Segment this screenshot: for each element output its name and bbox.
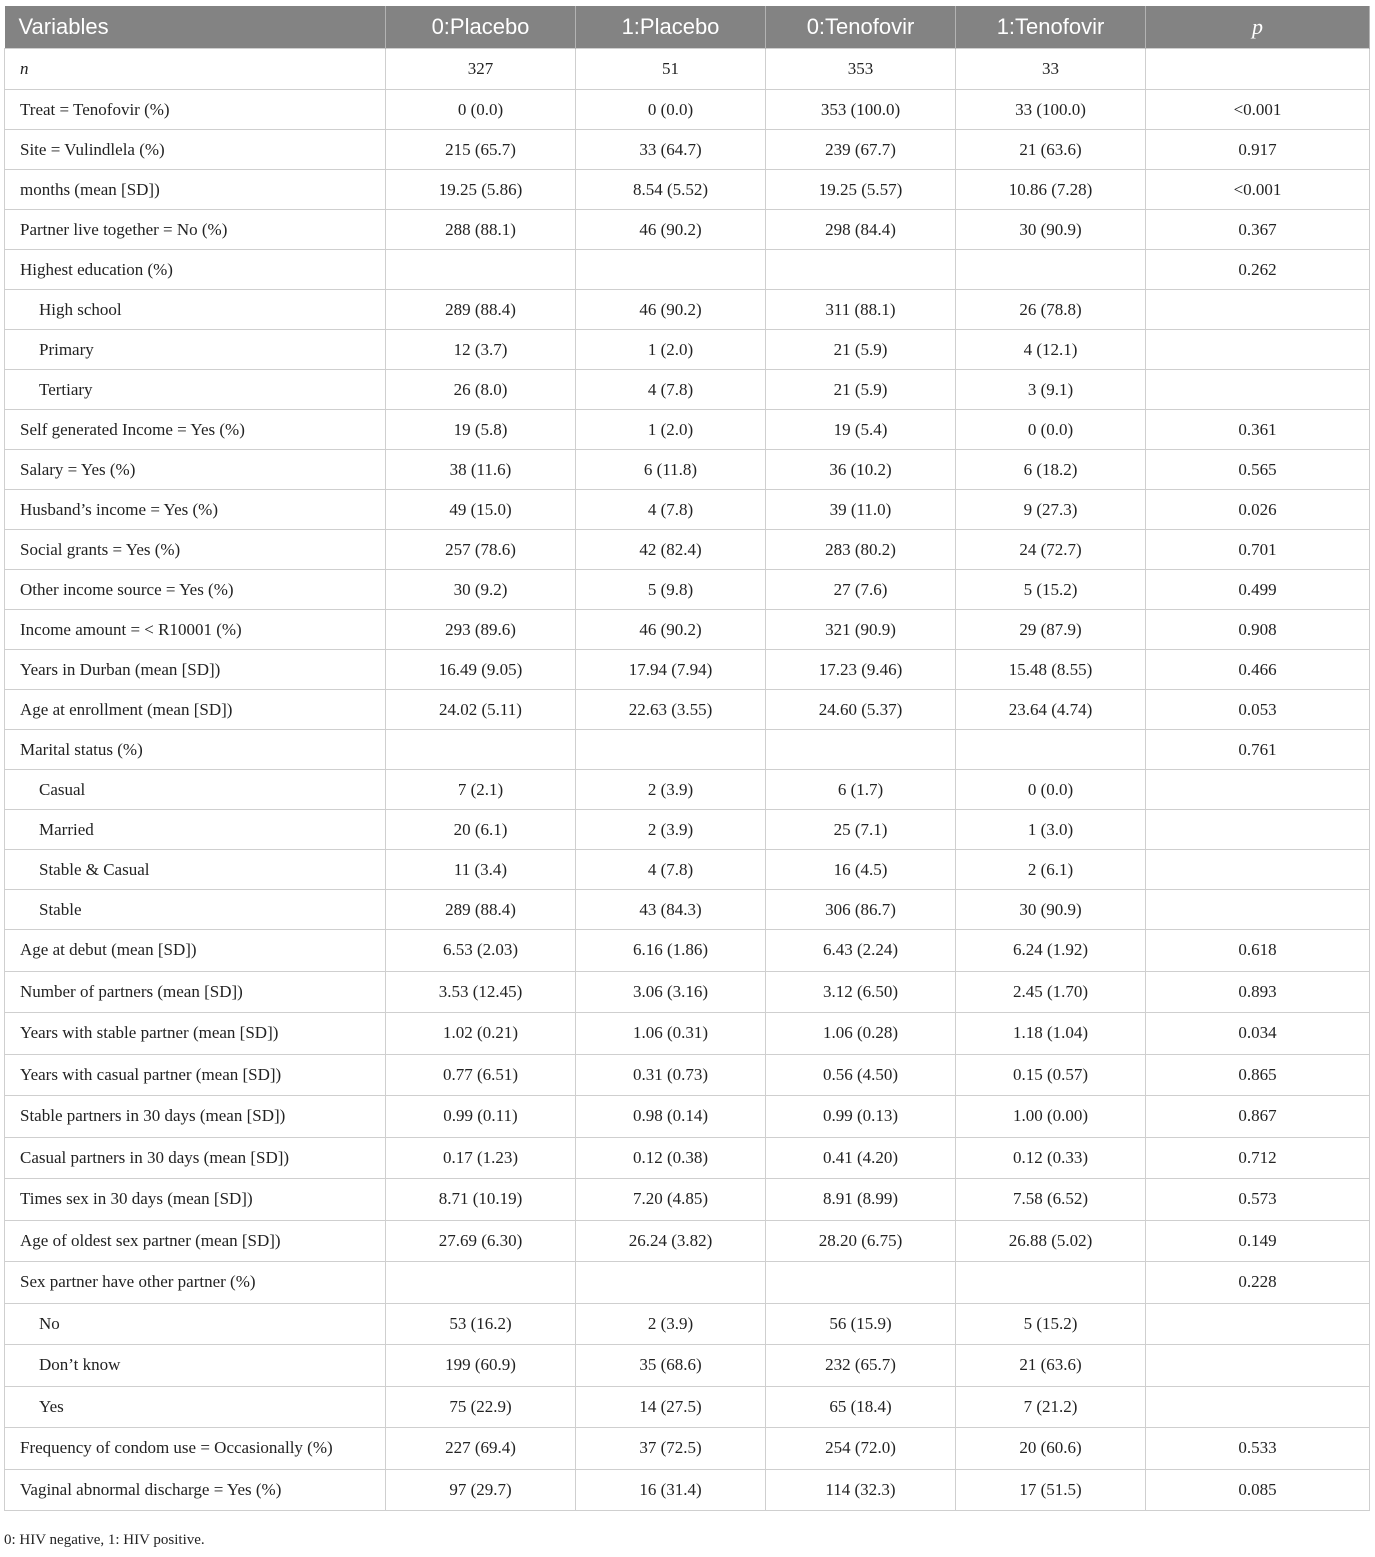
table-row bbox=[5, 650, 1370, 690]
cell-0-tenofovir: 311 (88.1) bbox=[766, 290, 956, 330]
cell-p-value: 0.361 bbox=[1146, 410, 1370, 450]
row-label: n bbox=[5, 49, 386, 90]
cell-1-placebo: 6 (11.8) bbox=[576, 450, 766, 490]
cell-0-placebo: 0.99 (0.11) bbox=[386, 1096, 576, 1138]
row-label: Social grants = Yes (%) bbox=[5, 530, 386, 570]
table-row bbox=[5, 770, 1370, 810]
cell-0-placebo: 19.25 (5.86) bbox=[386, 170, 576, 210]
cell-1-tenofovir: 15.48 (8.55) bbox=[956, 650, 1146, 690]
cell-0-placebo: 53 (16.2) bbox=[386, 1303, 576, 1345]
cell-0-placebo: 289 (88.4) bbox=[386, 290, 576, 330]
row-label: Age at debut (mean [SD]) bbox=[5, 930, 386, 972]
cell-1-tenofovir: 33 (100.0) bbox=[956, 90, 1146, 130]
cell-p-value: 0.262 bbox=[1146, 250, 1370, 290]
row-label: Income amount = < R10001 (%) bbox=[5, 610, 386, 650]
cell-1-placebo: 35 (68.6) bbox=[576, 1345, 766, 1387]
cell-p-value bbox=[1146, 330, 1370, 370]
table-row bbox=[5, 1137, 1370, 1179]
table-row bbox=[5, 1179, 1370, 1221]
cell-1-placebo bbox=[576, 730, 766, 770]
cell-1-placebo: 0.12 (0.38) bbox=[576, 1137, 766, 1179]
cell-p-value: 0.149 bbox=[1146, 1220, 1370, 1262]
cell-0-tenofovir bbox=[766, 1262, 956, 1304]
cell-0-tenofovir: 19 (5.4) bbox=[766, 410, 956, 450]
cell-0-placebo bbox=[386, 730, 576, 770]
table-row bbox=[5, 1013, 1370, 1055]
cell-p-value bbox=[1146, 810, 1370, 850]
cell-1-placebo: 8.54 (5.52) bbox=[576, 170, 766, 210]
cell-1-tenofovir: 4 (12.1) bbox=[956, 330, 1146, 370]
row-label: Casual partners in 30 days (mean [SD]) bbox=[5, 1137, 386, 1179]
table-row bbox=[5, 450, 1370, 490]
row-label: Marital status (%) bbox=[5, 730, 386, 770]
cell-0-placebo: 0 (0.0) bbox=[386, 90, 576, 130]
cell-1-placebo: 2 (3.9) bbox=[576, 810, 766, 850]
data-table bbox=[4, 6, 1370, 1511]
cell-0-tenofovir: 0.99 (0.13) bbox=[766, 1096, 956, 1138]
cell-1-placebo: 16 (31.4) bbox=[576, 1469, 766, 1511]
cell-1-placebo: 22.63 (3.55) bbox=[576, 690, 766, 730]
cell-p-value bbox=[1146, 49, 1370, 90]
row-label: Stable partners in 30 days (mean [SD]) bbox=[5, 1096, 386, 1138]
table-row bbox=[5, 330, 1370, 370]
cell-p-value: 0.893 bbox=[1146, 971, 1370, 1013]
cell-1-tenofovir: 30 (90.9) bbox=[956, 210, 1146, 250]
cell-0-tenofovir: 232 (65.7) bbox=[766, 1345, 956, 1387]
cell-0-tenofovir: 27 (7.6) bbox=[766, 570, 956, 610]
cell-0-placebo: 26 (8.0) bbox=[386, 370, 576, 410]
row-label: Partner live together = No (%) bbox=[5, 210, 386, 250]
cell-1-placebo: 0.98 (0.14) bbox=[576, 1096, 766, 1138]
row-label: Salary = Yes (%) bbox=[5, 450, 386, 490]
table-row bbox=[5, 1054, 1370, 1096]
cell-1-tenofovir: 29 (87.9) bbox=[956, 610, 1146, 650]
row-label: Married bbox=[5, 810, 386, 850]
cell-p-value: 0.917 bbox=[1146, 130, 1370, 170]
cell-0-placebo: 27.69 (6.30) bbox=[386, 1220, 576, 1262]
cell-0-placebo: 38 (11.6) bbox=[386, 450, 576, 490]
row-label: months (mean [SD]) bbox=[5, 170, 386, 210]
cell-0-placebo: 75 (22.9) bbox=[386, 1386, 576, 1428]
cell-0-placebo: 288 (88.1) bbox=[386, 210, 576, 250]
cell-0-tenofovir: 283 (80.2) bbox=[766, 530, 956, 570]
cell-0-placebo: 24.02 (5.11) bbox=[386, 690, 576, 730]
footnote: 0: HIV negative, 1: HIV positive. bbox=[4, 1532, 205, 1548]
row-label: Number of partners (mean [SD]) bbox=[5, 971, 386, 1013]
row-label: Husband’s income = Yes (%) bbox=[5, 490, 386, 530]
cell-1-placebo: 5 (9.8) bbox=[576, 570, 766, 610]
cell-1-tenofovir: 1.18 (1.04) bbox=[956, 1013, 1146, 1055]
table-row bbox=[5, 49, 1370, 90]
row-label: Years in Durban (mean [SD]) bbox=[5, 650, 386, 690]
cell-1-tenofovir: 0.15 (0.57) bbox=[956, 1054, 1146, 1096]
cell-1-tenofovir bbox=[956, 250, 1146, 290]
header-row bbox=[5, 6, 1370, 49]
cell-1-tenofovir: 7 (21.2) bbox=[956, 1386, 1146, 1428]
table-row bbox=[5, 690, 1370, 730]
cell-1-tenofovir: 26 (78.8) bbox=[956, 290, 1146, 330]
cell-1-placebo: 1 (2.0) bbox=[576, 330, 766, 370]
cell-0-placebo: 20 (6.1) bbox=[386, 810, 576, 850]
cell-0-tenofovir: 353 bbox=[766, 49, 956, 90]
row-label: Years with stable partner (mean [SD]) bbox=[5, 1013, 386, 1055]
cell-0-tenofovir: 8.91 (8.99) bbox=[766, 1179, 956, 1221]
cell-1-tenofovir bbox=[956, 730, 1146, 770]
cell-1-placebo: 51 bbox=[576, 49, 766, 90]
cell-1-tenofovir bbox=[956, 1262, 1146, 1304]
cell-0-tenofovir: 24.60 (5.37) bbox=[766, 690, 956, 730]
cell-1-placebo: 4 (7.8) bbox=[576, 490, 766, 530]
cell-1-tenofovir: 26.88 (5.02) bbox=[956, 1220, 1146, 1262]
table-row bbox=[5, 971, 1370, 1013]
cell-p-value: 0.533 bbox=[1146, 1428, 1370, 1470]
cell-0-placebo: 1.02 (0.21) bbox=[386, 1013, 576, 1055]
cell-1-tenofovir: 0.12 (0.33) bbox=[956, 1137, 1146, 1179]
row-label: Years with casual partner (mean [SD]) bbox=[5, 1054, 386, 1096]
cell-0-tenofovir: 254 (72.0) bbox=[766, 1428, 956, 1470]
header-p-value: p bbox=[1146, 6, 1370, 49]
table-row bbox=[5, 210, 1370, 250]
cell-p-value: 0.466 bbox=[1146, 650, 1370, 690]
cell-1-placebo: 6.16 (1.86) bbox=[576, 930, 766, 972]
table-row bbox=[5, 890, 1370, 930]
table-row bbox=[5, 570, 1370, 610]
cell-p-value: 0.618 bbox=[1146, 930, 1370, 972]
cell-0-placebo bbox=[386, 1262, 576, 1304]
cell-0-tenofovir: 21 (5.9) bbox=[766, 370, 956, 410]
cell-1-tenofovir: 2 (6.1) bbox=[956, 850, 1146, 890]
cell-1-tenofovir: 7.58 (6.52) bbox=[956, 1179, 1146, 1221]
cell-0-placebo: 0.17 (1.23) bbox=[386, 1137, 576, 1179]
cell-p-value: 0.034 bbox=[1146, 1013, 1370, 1055]
cell-1-placebo: 46 (90.2) bbox=[576, 290, 766, 330]
table-row bbox=[5, 130, 1370, 170]
cell-0-tenofovir: 17.23 (9.46) bbox=[766, 650, 956, 690]
cell-p-value: 0.867 bbox=[1146, 1096, 1370, 1138]
cell-1-placebo: 37 (72.5) bbox=[576, 1428, 766, 1470]
table-row bbox=[5, 1345, 1370, 1387]
cell-0-placebo bbox=[386, 250, 576, 290]
cell-0-placebo: 12 (3.7) bbox=[386, 330, 576, 370]
cell-1-placebo: 2 (3.9) bbox=[576, 770, 766, 810]
cell-1-tenofovir: 1 (3.0) bbox=[956, 810, 1146, 850]
table-row bbox=[5, 1469, 1370, 1511]
table-row bbox=[5, 530, 1370, 570]
cell-0-tenofovir: 16 (4.5) bbox=[766, 850, 956, 890]
cell-1-placebo: 46 (90.2) bbox=[576, 210, 766, 250]
row-label: Highest education (%) bbox=[5, 250, 386, 290]
row-label: Primary bbox=[5, 330, 386, 370]
cell-1-placebo: 46 (90.2) bbox=[576, 610, 766, 650]
cell-0-tenofovir: 306 (86.7) bbox=[766, 890, 956, 930]
cell-1-placebo: 4 (7.8) bbox=[576, 370, 766, 410]
cell-1-tenofovir: 2.45 (1.70) bbox=[956, 971, 1146, 1013]
cell-1-placebo: 1.06 (0.31) bbox=[576, 1013, 766, 1055]
header-1-tenofovir: 1:Tenofovir bbox=[956, 6, 1146, 49]
cell-0-tenofovir: 56 (15.9) bbox=[766, 1303, 956, 1345]
cell-1-placebo: 42 (82.4) bbox=[576, 530, 766, 570]
cell-0-placebo: 215 (65.7) bbox=[386, 130, 576, 170]
cell-0-placebo: 199 (60.9) bbox=[386, 1345, 576, 1387]
cell-p-value: <0.001 bbox=[1146, 90, 1370, 130]
cell-0-tenofovir bbox=[766, 250, 956, 290]
table-row bbox=[5, 250, 1370, 290]
cell-1-placebo: 4 (7.8) bbox=[576, 850, 766, 890]
cell-0-placebo: 0.77 (6.51) bbox=[386, 1054, 576, 1096]
cell-1-placebo: 0.31 (0.73) bbox=[576, 1054, 766, 1096]
cell-1-tenofovir: 6.24 (1.92) bbox=[956, 930, 1146, 972]
cell-0-placebo: 6.53 (2.03) bbox=[386, 930, 576, 972]
header-0-placebo: 0:Placebo bbox=[386, 6, 576, 49]
table-row bbox=[5, 810, 1370, 850]
row-label: Times sex in 30 days (mean [SD]) bbox=[5, 1179, 386, 1221]
cell-0-tenofovir: 321 (90.9) bbox=[766, 610, 956, 650]
cell-p-value: 0.053 bbox=[1146, 690, 1370, 730]
cell-p-value: 0.085 bbox=[1146, 1469, 1370, 1511]
cell-1-placebo: 0 (0.0) bbox=[576, 90, 766, 130]
cell-1-tenofovir: 3 (9.1) bbox=[956, 370, 1146, 410]
cell-p-value bbox=[1146, 890, 1370, 930]
cell-p-value bbox=[1146, 1386, 1370, 1428]
cell-p-value bbox=[1146, 850, 1370, 890]
table-row bbox=[5, 410, 1370, 450]
cell-0-tenofovir: 25 (7.1) bbox=[766, 810, 956, 850]
row-label: Site = Vulindlela (%) bbox=[5, 130, 386, 170]
row-label: Casual bbox=[5, 770, 386, 810]
table-row bbox=[5, 930, 1370, 972]
cell-0-tenofovir: 6 (1.7) bbox=[766, 770, 956, 810]
cell-0-tenofovir: 21 (5.9) bbox=[766, 330, 956, 370]
cell-1-placebo: 26.24 (3.82) bbox=[576, 1220, 766, 1262]
cell-p-value: 0.908 bbox=[1146, 610, 1370, 650]
header-0-tenofovir: 0:Tenofovir bbox=[766, 6, 956, 49]
row-label: Sex partner have other partner (%) bbox=[5, 1262, 386, 1304]
cell-1-placebo: 14 (27.5) bbox=[576, 1386, 766, 1428]
cell-0-placebo: 327 bbox=[386, 49, 576, 90]
cell-1-placebo: 17.94 (7.94) bbox=[576, 650, 766, 690]
cell-1-tenofovir: 17 (51.5) bbox=[956, 1469, 1146, 1511]
cell-0-tenofovir: 65 (18.4) bbox=[766, 1386, 956, 1428]
cell-p-value bbox=[1146, 1345, 1370, 1387]
row-label: Stable & Casual bbox=[5, 850, 386, 890]
table-row bbox=[5, 290, 1370, 330]
cell-0-placebo: 3.53 (12.45) bbox=[386, 971, 576, 1013]
table-row bbox=[5, 610, 1370, 650]
row-label: Tertiary bbox=[5, 370, 386, 410]
cell-0-tenofovir: 36 (10.2) bbox=[766, 450, 956, 490]
cell-1-placebo: 2 (3.9) bbox=[576, 1303, 766, 1345]
table-row bbox=[5, 370, 1370, 410]
cell-1-tenofovir: 0 (0.0) bbox=[956, 410, 1146, 450]
cell-p-value: 0.761 bbox=[1146, 730, 1370, 770]
table-row bbox=[5, 850, 1370, 890]
table-row bbox=[5, 1096, 1370, 1138]
cell-0-tenofovir: 239 (67.7) bbox=[766, 130, 956, 170]
table-row bbox=[5, 90, 1370, 130]
cell-0-placebo: 11 (3.4) bbox=[386, 850, 576, 890]
row-label: Other income source = Yes (%) bbox=[5, 570, 386, 610]
cell-0-tenofovir: 1.06 (0.28) bbox=[766, 1013, 956, 1055]
cell-1-tenofovir: 33 bbox=[956, 49, 1146, 90]
cell-p-value: 0.026 bbox=[1146, 490, 1370, 530]
table-row bbox=[5, 1220, 1370, 1262]
cell-1-tenofovir: 9 (27.3) bbox=[956, 490, 1146, 530]
cell-p-value: 0.865 bbox=[1146, 1054, 1370, 1096]
cell-p-value: 0.565 bbox=[1146, 450, 1370, 490]
row-label: Age of oldest sex partner (mean [SD]) bbox=[5, 1220, 386, 1262]
cell-p-value bbox=[1146, 290, 1370, 330]
cell-1-tenofovir: 20 (60.6) bbox=[956, 1428, 1146, 1470]
table-row bbox=[5, 1262, 1370, 1304]
cell-0-tenofovir: 298 (84.4) bbox=[766, 210, 956, 250]
cell-0-placebo: 227 (69.4) bbox=[386, 1428, 576, 1470]
cell-0-placebo: 289 (88.4) bbox=[386, 890, 576, 930]
cell-0-tenofovir: 0.41 (4.20) bbox=[766, 1137, 956, 1179]
cell-0-tenofovir: 0.56 (4.50) bbox=[766, 1054, 956, 1096]
header-1-placebo: 1:Placebo bbox=[576, 6, 766, 49]
cell-0-placebo: 97 (29.7) bbox=[386, 1469, 576, 1511]
cell-1-tenofovir: 5 (15.2) bbox=[956, 570, 1146, 610]
cell-0-placebo: 49 (15.0) bbox=[386, 490, 576, 530]
cell-1-tenofovir: 21 (63.6) bbox=[956, 1345, 1146, 1387]
cell-0-placebo: 257 (78.6) bbox=[386, 530, 576, 570]
cell-0-placebo: 19 (5.8) bbox=[386, 410, 576, 450]
cell-1-tenofovir: 5 (15.2) bbox=[956, 1303, 1146, 1345]
cell-0-placebo: 8.71 (10.19) bbox=[386, 1179, 576, 1221]
cell-0-tenofovir: 28.20 (6.75) bbox=[766, 1220, 956, 1262]
row-label: Yes bbox=[5, 1386, 386, 1428]
cell-p-value bbox=[1146, 1303, 1370, 1345]
cell-1-tenofovir: 6 (18.2) bbox=[956, 450, 1146, 490]
cell-1-placebo: 3.06 (3.16) bbox=[576, 971, 766, 1013]
header-variables: Variables bbox=[5, 6, 386, 49]
cell-1-tenofovir: 30 (90.9) bbox=[956, 890, 1146, 930]
cell-p-value bbox=[1146, 370, 1370, 410]
cell-1-tenofovir: 10.86 (7.28) bbox=[956, 170, 1146, 210]
cell-p-value: 0.701 bbox=[1146, 530, 1370, 570]
table-row bbox=[5, 490, 1370, 530]
cell-p-value: 0.367 bbox=[1146, 210, 1370, 250]
cell-p-value: 0.712 bbox=[1146, 1137, 1370, 1179]
cell-0-placebo: 16.49 (9.05) bbox=[386, 650, 576, 690]
row-label: High school bbox=[5, 290, 386, 330]
cell-0-tenofovir bbox=[766, 730, 956, 770]
table-body bbox=[5, 49, 1370, 1511]
row-label: Vaginal abnormal discharge = Yes (%) bbox=[5, 1469, 386, 1511]
cell-1-placebo: 33 (64.7) bbox=[576, 130, 766, 170]
cell-p-value: <0.001 bbox=[1146, 170, 1370, 210]
cell-1-placebo bbox=[576, 1262, 766, 1304]
cell-1-placebo: 7.20 (4.85) bbox=[576, 1179, 766, 1221]
cell-1-tenofovir: 0 (0.0) bbox=[956, 770, 1146, 810]
cell-0-placebo: 7 (2.1) bbox=[386, 770, 576, 810]
row-label: Frequency of condom use = Occasionally (%) bbox=[5, 1428, 386, 1470]
cell-0-tenofovir: 3.12 (6.50) bbox=[766, 971, 956, 1013]
cell-1-placebo: 43 (84.3) bbox=[576, 890, 766, 930]
cell-0-tenofovir: 353 (100.0) bbox=[766, 90, 956, 130]
cell-0-tenofovir: 114 (32.3) bbox=[766, 1469, 956, 1511]
cell-0-tenofovir: 19.25 (5.57) bbox=[766, 170, 956, 210]
row-label: No bbox=[5, 1303, 386, 1345]
cell-p-value: 0.573 bbox=[1146, 1179, 1370, 1221]
table-row bbox=[5, 730, 1370, 770]
cell-1-tenofovir: 21 (63.6) bbox=[956, 130, 1146, 170]
row-label: Age at enrollment (mean [SD]) bbox=[5, 690, 386, 730]
table-row bbox=[5, 1428, 1370, 1470]
table-row bbox=[5, 170, 1370, 210]
cell-1-tenofovir: 24 (72.7) bbox=[956, 530, 1146, 570]
row-label: Stable bbox=[5, 890, 386, 930]
row-label: Self generated Income = Yes (%) bbox=[5, 410, 386, 450]
cell-1-tenofovir: 23.64 (4.74) bbox=[956, 690, 1146, 730]
row-label: Don’t know bbox=[5, 1345, 386, 1387]
cell-p-value: 0.228 bbox=[1146, 1262, 1370, 1304]
cell-0-tenofovir: 39 (11.0) bbox=[766, 490, 956, 530]
cell-0-placebo: 30 (9.2) bbox=[386, 570, 576, 610]
cell-1-placebo: 1 (2.0) bbox=[576, 410, 766, 450]
row-label: Treat = Tenofovir (%) bbox=[5, 90, 386, 130]
cell-1-placebo bbox=[576, 250, 766, 290]
cell-p-value: 0.499 bbox=[1146, 570, 1370, 610]
cell-1-tenofovir: 1.00 (0.00) bbox=[956, 1096, 1146, 1138]
cell-0-placebo: 293 (89.6) bbox=[386, 610, 576, 650]
table-row bbox=[5, 1386, 1370, 1428]
table-row bbox=[5, 1303, 1370, 1345]
cell-0-tenofovir: 6.43 (2.24) bbox=[766, 930, 956, 972]
cell-p-value bbox=[1146, 770, 1370, 810]
